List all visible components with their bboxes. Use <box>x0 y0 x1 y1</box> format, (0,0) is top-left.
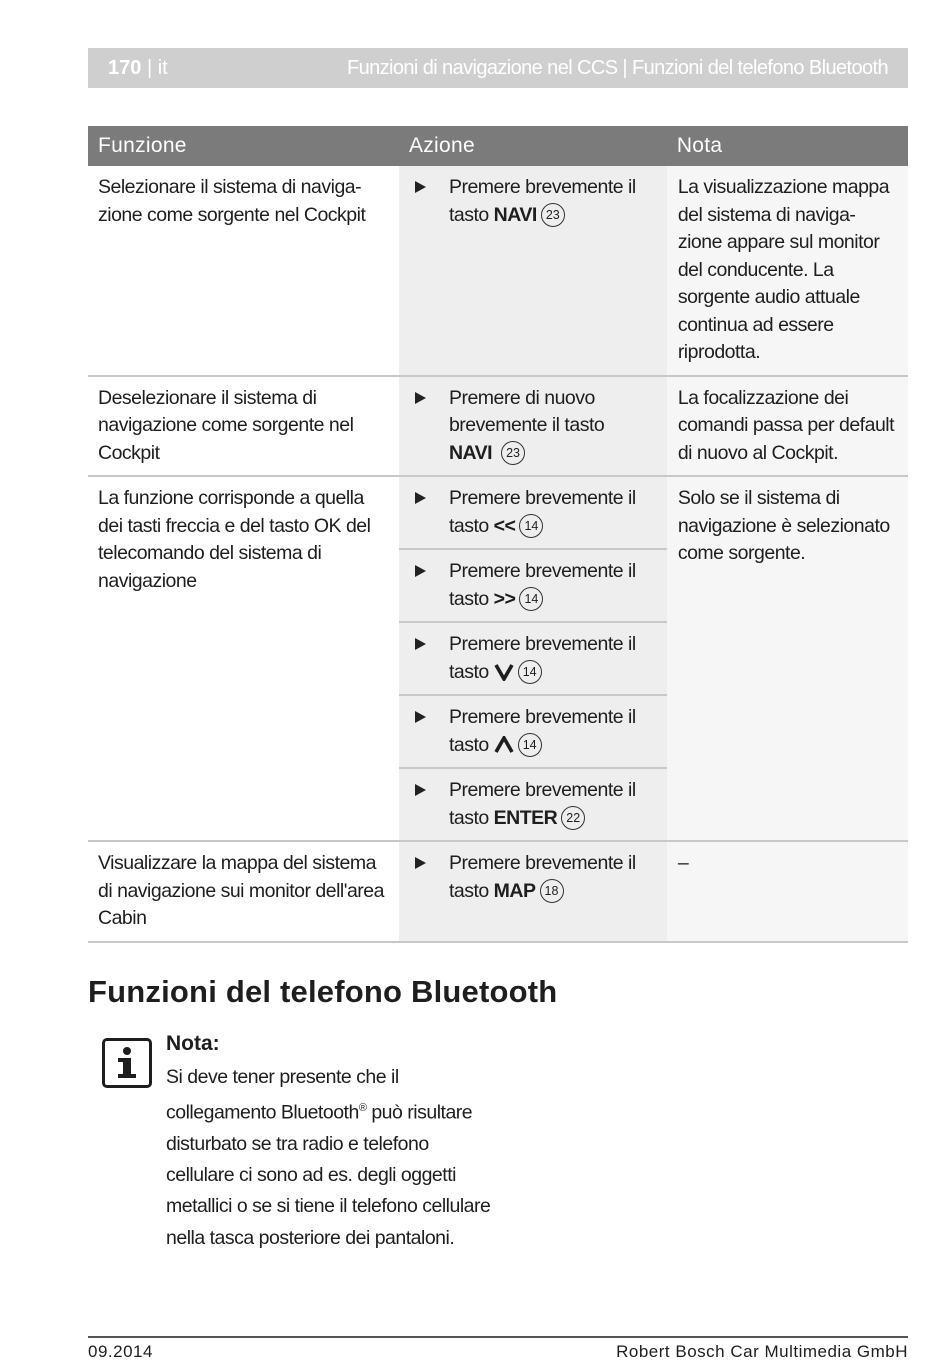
table-row <box>88 476 908 841</box>
table-row <box>88 166 908 376</box>
action-step: Premere brevemente il tasto 14 <box>399 623 667 696</box>
key-label: NAVI <box>448 441 493 464</box>
header-bar <box>88 48 908 88</box>
table-row <box>88 376 908 477</box>
column-header-nota: Nota <box>667 126 908 166</box>
action-step: Premere brevemente il tasto << 14 <box>399 477 667 550</box>
reference-number: 14 <box>519 514 543 538</box>
reference-number: 14 <box>518 733 542 757</box>
functions-table <box>88 126 908 943</box>
column-header-azione: Azione <box>399 126 667 166</box>
cell-azione <box>399 166 667 376</box>
running-title: Funzioni di navigazione nel CCS | Funzioni del telefono Bluetooth <box>346 57 888 79</box>
bullet-triangle-icon <box>415 638 426 650</box>
reference-number: 18 <box>540 879 564 903</box>
table-row <box>88 841 908 942</box>
key-label: MAP <box>493 879 536 902</box>
reference-number: 14 <box>519 587 543 611</box>
info-icon <box>102 1038 152 1088</box>
note-title: Nota: <box>166 1032 220 1055</box>
cell-funzione: La funzione corrisponde a quella dei tasti freccia e del tasto OK del telecomando del sistema di navigazione <box>88 476 399 841</box>
bullet-triangle-icon <box>415 392 426 404</box>
key-label: << <box>493 514 516 537</box>
chevron-up-icon <box>494 736 514 754</box>
reference-number: 14 <box>518 660 542 684</box>
cell-nota: Solo se il sistema di navigazione è selezionato come sorgente. <box>667 476 908 841</box>
action-step: Premere di nuovo brevemente il tasto NAVI 23 <box>399 377 667 476</box>
page-number: 170 | it <box>108 57 168 79</box>
note-text: Si deve tener presente che il collegamento Bluetooth® può risultare disturbato se tra radio e telefono cellulare ci sono ad es. degli oggetti metallici o se si tiene il telefono cellulare nella tasca posteriore dei pantaloni. <box>166 1066 491 1249</box>
reference-number: 22 <box>561 806 585 830</box>
action-step: Premere brevemente il tasto MAP 18 <box>399 842 667 913</box>
bullet-triangle-icon <box>415 492 426 504</box>
cell-funzione: Visualizzare la mappa del sistema di navigazione sui monitor dell'area Cabin <box>88 841 399 942</box>
footer-company: Robert Bosch Car Multimedia GmbH <box>616 1342 908 1361</box>
bullet-triangle-icon <box>415 181 426 193</box>
bullet-triangle-icon <box>415 857 426 869</box>
bullet-triangle-icon <box>415 711 426 723</box>
footer-divider <box>88 1336 908 1338</box>
action-step: Premere brevemente il tasto NAVI 23 <box>399 166 667 237</box>
action-step: Premere brevemente il tasto >> 14 <box>399 550 667 623</box>
cell-azione <box>399 476 667 841</box>
column-header-funzione: Funzione <box>88 126 399 166</box>
cell-nota: – <box>667 841 908 942</box>
cell-azione <box>399 841 667 942</box>
section-title: Funzioni del telefono Bluetooth <box>88 974 558 1009</box>
cell-nota: La visualizzazione mappa del sistema di naviga- zione appare sul monitor del conducente. La sorgente audio attuale continua ad essere riprodotta. <box>667 166 908 376</box>
action-step: Premere brevemente il tasto 14 <box>399 696 667 769</box>
key-label: NAVI <box>493 203 537 226</box>
cell-funzione: Selezionare il sistema di naviga- zione come sorgente nel Cockpit <box>88 166 399 376</box>
cell-azione <box>399 376 667 477</box>
action-step: Premere brevemente il tasto ENTER 22 <box>399 769 667 840</box>
reference-number: 23 <box>501 441 525 465</box>
bullet-triangle-icon <box>415 784 426 796</box>
key-label: ENTER <box>493 806 558 829</box>
cell-nota: La focalizzazione dei comandi passa per default di nuovo al Cockpit. <box>667 376 908 477</box>
key-label: >> <box>493 587 516 610</box>
reference-number: 23 <box>541 203 565 227</box>
footer-date: 09.2014 <box>88 1342 153 1361</box>
cell-funzione: Deselezionare il sistema di navigazione come sorgente nel Cockpit <box>88 376 399 477</box>
bullet-triangle-icon <box>415 565 426 577</box>
chevron-down-icon <box>494 663 514 681</box>
